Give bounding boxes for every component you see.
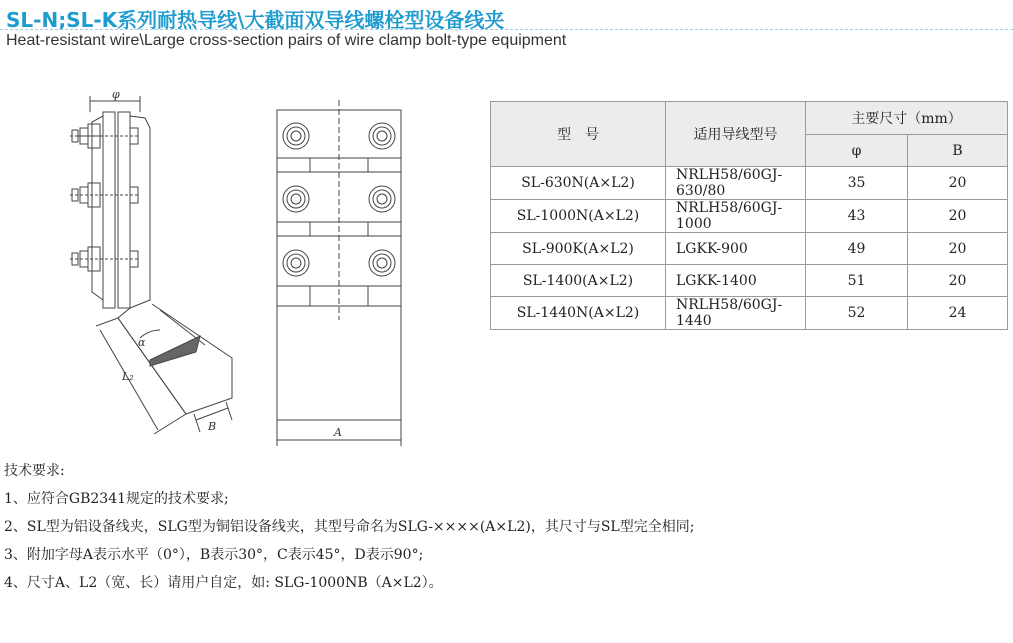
note-item-1: 1、应符合GB2341规定的技术要求; xyxy=(4,491,229,507)
cell-wire: NRLH58/60GJ-1440 xyxy=(666,297,806,330)
label-a: A xyxy=(334,426,342,439)
header-phi: φ xyxy=(806,135,908,167)
cell-model: SL-630N(A×L2) xyxy=(491,167,666,200)
label-phi: φ xyxy=(112,88,120,101)
label-l2: L₂ xyxy=(122,370,134,383)
header-model: 型 号 xyxy=(491,102,666,167)
note-item-4: 4、尺寸A、L2（宽、长）请用户自定，如: SLG-1000NB（A×L2）。 xyxy=(4,575,443,591)
cell-phi: 52 xyxy=(806,297,908,330)
cell-wire: NRLH58/60GJ-1000 xyxy=(666,200,806,233)
cell-wire: NRLH58/60GJ-630/80 xyxy=(666,167,806,200)
table-row xyxy=(491,167,1008,200)
cell-phi: 49 xyxy=(806,233,908,265)
table-row xyxy=(491,265,1008,297)
label-b: B xyxy=(208,420,217,433)
label-alpha: α xyxy=(138,336,146,349)
page-subtitle: Heat-resistant wire\Large cross-section pairs of wire clamp bolt-type equipment xyxy=(6,32,567,49)
bolt-group-1 xyxy=(70,124,140,148)
cell-b: 20 xyxy=(908,167,1008,200)
technical-requirements xyxy=(4,457,694,597)
table-row xyxy=(491,297,1008,330)
cell-wire: LGKK-1400 xyxy=(666,265,806,297)
cell-model: SL-1400(A×L2) xyxy=(491,265,666,297)
cell-phi: 51 xyxy=(806,265,908,297)
notes-heading: 技术要求: xyxy=(4,463,65,479)
cell-b: 24 xyxy=(908,297,1008,330)
table-row xyxy=(491,200,1008,233)
bolt-group-2 xyxy=(70,183,140,207)
clamp-technical-drawing xyxy=(0,0,480,450)
header-main-dimensions: 主要尺寸（mm） xyxy=(806,102,1008,135)
spec-table xyxy=(490,101,1008,330)
cell-b: 20 xyxy=(908,233,1008,265)
cell-model: SL-1440N(A×L2) xyxy=(491,297,666,330)
cell-wire: LGKK-900 xyxy=(666,233,806,265)
cell-b: 20 xyxy=(908,265,1008,297)
page-title: SL-N;SL-K系列耐热导线\大截面双导线螺栓型设备线夹 xyxy=(6,8,505,32)
bolt-group-3 xyxy=(70,247,140,271)
table-row xyxy=(491,233,1008,265)
note-item-2: 2、SL型为铝设备线夹，SLG型为铜铝设备线夹，其型号命名为SLG-××××(A×L2)，其尺寸与SL型完全相同; xyxy=(4,519,695,535)
cell-phi: 43 xyxy=(806,200,908,233)
header-wire-type: 适用导线型号 xyxy=(666,102,806,167)
cell-b: 20 xyxy=(908,200,1008,233)
header-b: B xyxy=(908,135,1008,167)
cell-model: SL-1000N(A×L2) xyxy=(491,200,666,233)
cell-model: SL-900K(A×L2) xyxy=(491,233,666,265)
cell-phi: 35 xyxy=(806,167,908,200)
note-item-3: 3、附加字母A表示水平（0°），B表示30°，C表示45°，D表示90°; xyxy=(4,547,424,563)
